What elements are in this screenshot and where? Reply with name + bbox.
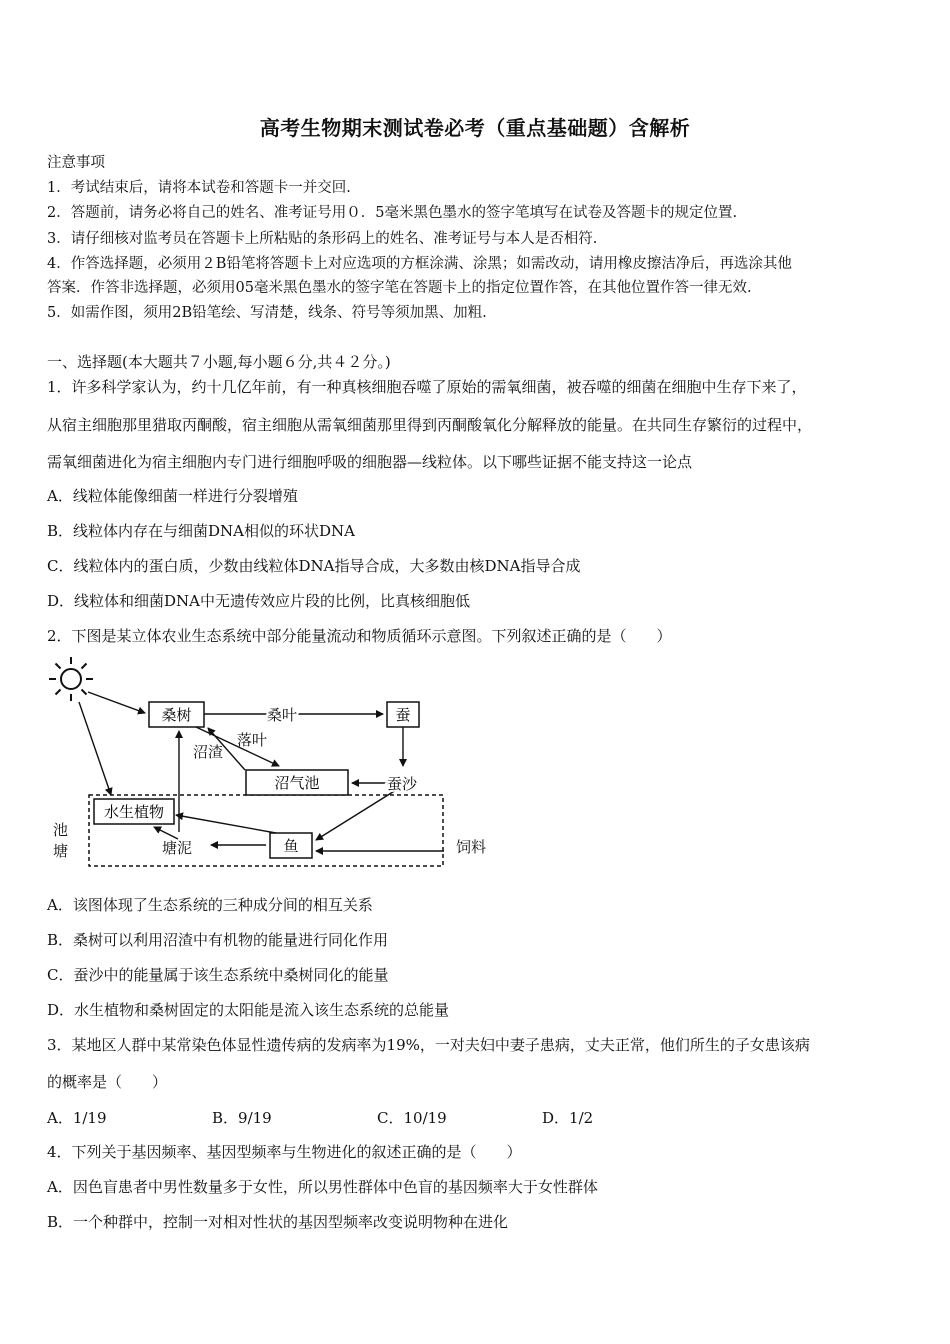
option-d: D．1/2 [542, 1109, 594, 1127]
label-fallen-leaves: 落叶 [237, 731, 268, 749]
label-residue: 沼渣 [193, 743, 224, 761]
question-stem: 的概率是（ ） [47, 1073, 168, 1091]
question-stem: 需氧细菌进化为宿主细胞内专门进行细胞呼吸的细胞器—线粒体。以下哪些证据不能支持这一论点 [47, 453, 693, 471]
label-feed: 饲料 [456, 838, 487, 856]
sun-icon [49, 657, 93, 701]
option-b: B．线粒体内存在与细菌DNA相似的环状DNA [47, 522, 355, 540]
box-aquatic-plants [94, 799, 174, 824]
option-a: A．因色盲患者中男性数量多于女性，所以男性群体中色盲的基因频率大于女性群体 [47, 1178, 598, 1196]
label-leaves: 桑叶 [266, 706, 298, 724]
option-c: C．线粒体内的蛋白质，少数由线粒体DNA指导合成，大多数由核DNA指导合成 [47, 557, 581, 575]
option-b: B．一个种群中，控制一对相对性状的基因型频率改变说明物种在进化 [47, 1213, 509, 1231]
notes-line: 3．请仔细核对监考员在答题卡上所粘贴的条形码上的姓名、准考证号与本人是否相符. [47, 231, 598, 247]
svg-text:蚕: 蚕 [395, 706, 411, 724]
option-a: A．该图体现了生态系统的三种成分间的相互关系 [47, 896, 373, 914]
question-stem: 3．某地区人群中某常染色体显性遗传病的发病率为19%，一对夫妇中妻子患病，丈夫正常，他们所生的子女患该病 [47, 1036, 810, 1054]
label-pond-mud: 塘泥 [162, 839, 193, 857]
option-b: B．9/19 [212, 1109, 272, 1127]
box-biogas [246, 770, 348, 795]
ecosystem-diagram [46, 654, 506, 872]
notes-line: 5．如需作图，须用2B铅笔绘、写清楚，线条、符号等须加黑、加粗. [47, 305, 487, 321]
options-row [47, 1107, 593, 1128]
option-d: D．线粒体和细菌DNA中无遗传效应片段的比例，比真核细胞低 [47, 592, 471, 610]
question-stem: 1．许多科学家认为，约十几亿年前，有一种真核细胞吞噬了原始的需氧细菌，被吞噬的细菌在细胞中生存下来了， [47, 378, 807, 396]
label-pond: 池塘 [51, 822, 69, 864]
option-a: A．线粒体能像细菌一样进行分裂增殖 [47, 487, 298, 505]
notes-line: 答案．作答非选择题，必须用05毫米黑色墨水的签字笔在答题卡上的指定位置作答，在其他位置作答一律无效. [47, 280, 752, 296]
option-c: C．蚕沙中的能量属于该生态系统中桑树同化的能量 [47, 966, 389, 984]
label-silkworm-droppings: 蚕沙 [387, 775, 418, 793]
box-mulberry [149, 702, 204, 727]
box-silkworm [387, 702, 419, 727]
svg-text:水生植物: 水生植物 [103, 803, 165, 821]
section-heading: 一、选择题(本大题共７小题,每小题６分,共４２分。) [47, 353, 391, 371]
box-fish [270, 833, 312, 858]
notes-heading: 注意事项 [47, 155, 105, 171]
question-stem: 2．下图是某立体农业生态系统中部分能量流动和物质循环示意图。下列叙述正确的是（ ） [47, 627, 672, 645]
question-stem: 4．下列关于基因频率、基因型频率与生物进化的叙述正确的是（ ） [47, 1143, 522, 1161]
page-title: 高考生物期末测试卷必考（重点基础题）含解析 [259, 116, 691, 140]
option-a: A．1/19 [47, 1109, 107, 1127]
notes-line: 1．考试结束后，请将本试卷和答题卡一并交回. [47, 180, 351, 196]
question-stem: 从宿主细胞那里猎取丙酮酸，宿主细胞从需氧细菌那里得到丙酮酸氧化分解释放的能量。在共同生存繁衍的过程中， [47, 416, 813, 434]
option-b: B．桑树可以利用沼渣中有机物的能量进行同化作用 [47, 931, 389, 949]
svg-text:桑树: 桑树 [161, 706, 192, 724]
svg-text:沼气池: 沼气池 [274, 774, 320, 792]
option-c: C．10/19 [377, 1109, 447, 1127]
svg-text:鱼: 鱼 [283, 837, 299, 855]
notes-line: 4．作答选择题，必须用２B铅笔将答题卡上对应选项的方框涂满、涂黑；如需改动，请用橡皮擦洁净后，再选涂其他 [47, 256, 792, 272]
option-d: D．水生植物和桑树固定的太阳能是流入该生态系统的总能量 [47, 1001, 450, 1019]
notes-line: 2．答题前，请务必将自己的姓名、准考证号用０．5毫米黑色墨水的签字笔填写在试卷及答题卡的规定位置. [47, 205, 738, 221]
